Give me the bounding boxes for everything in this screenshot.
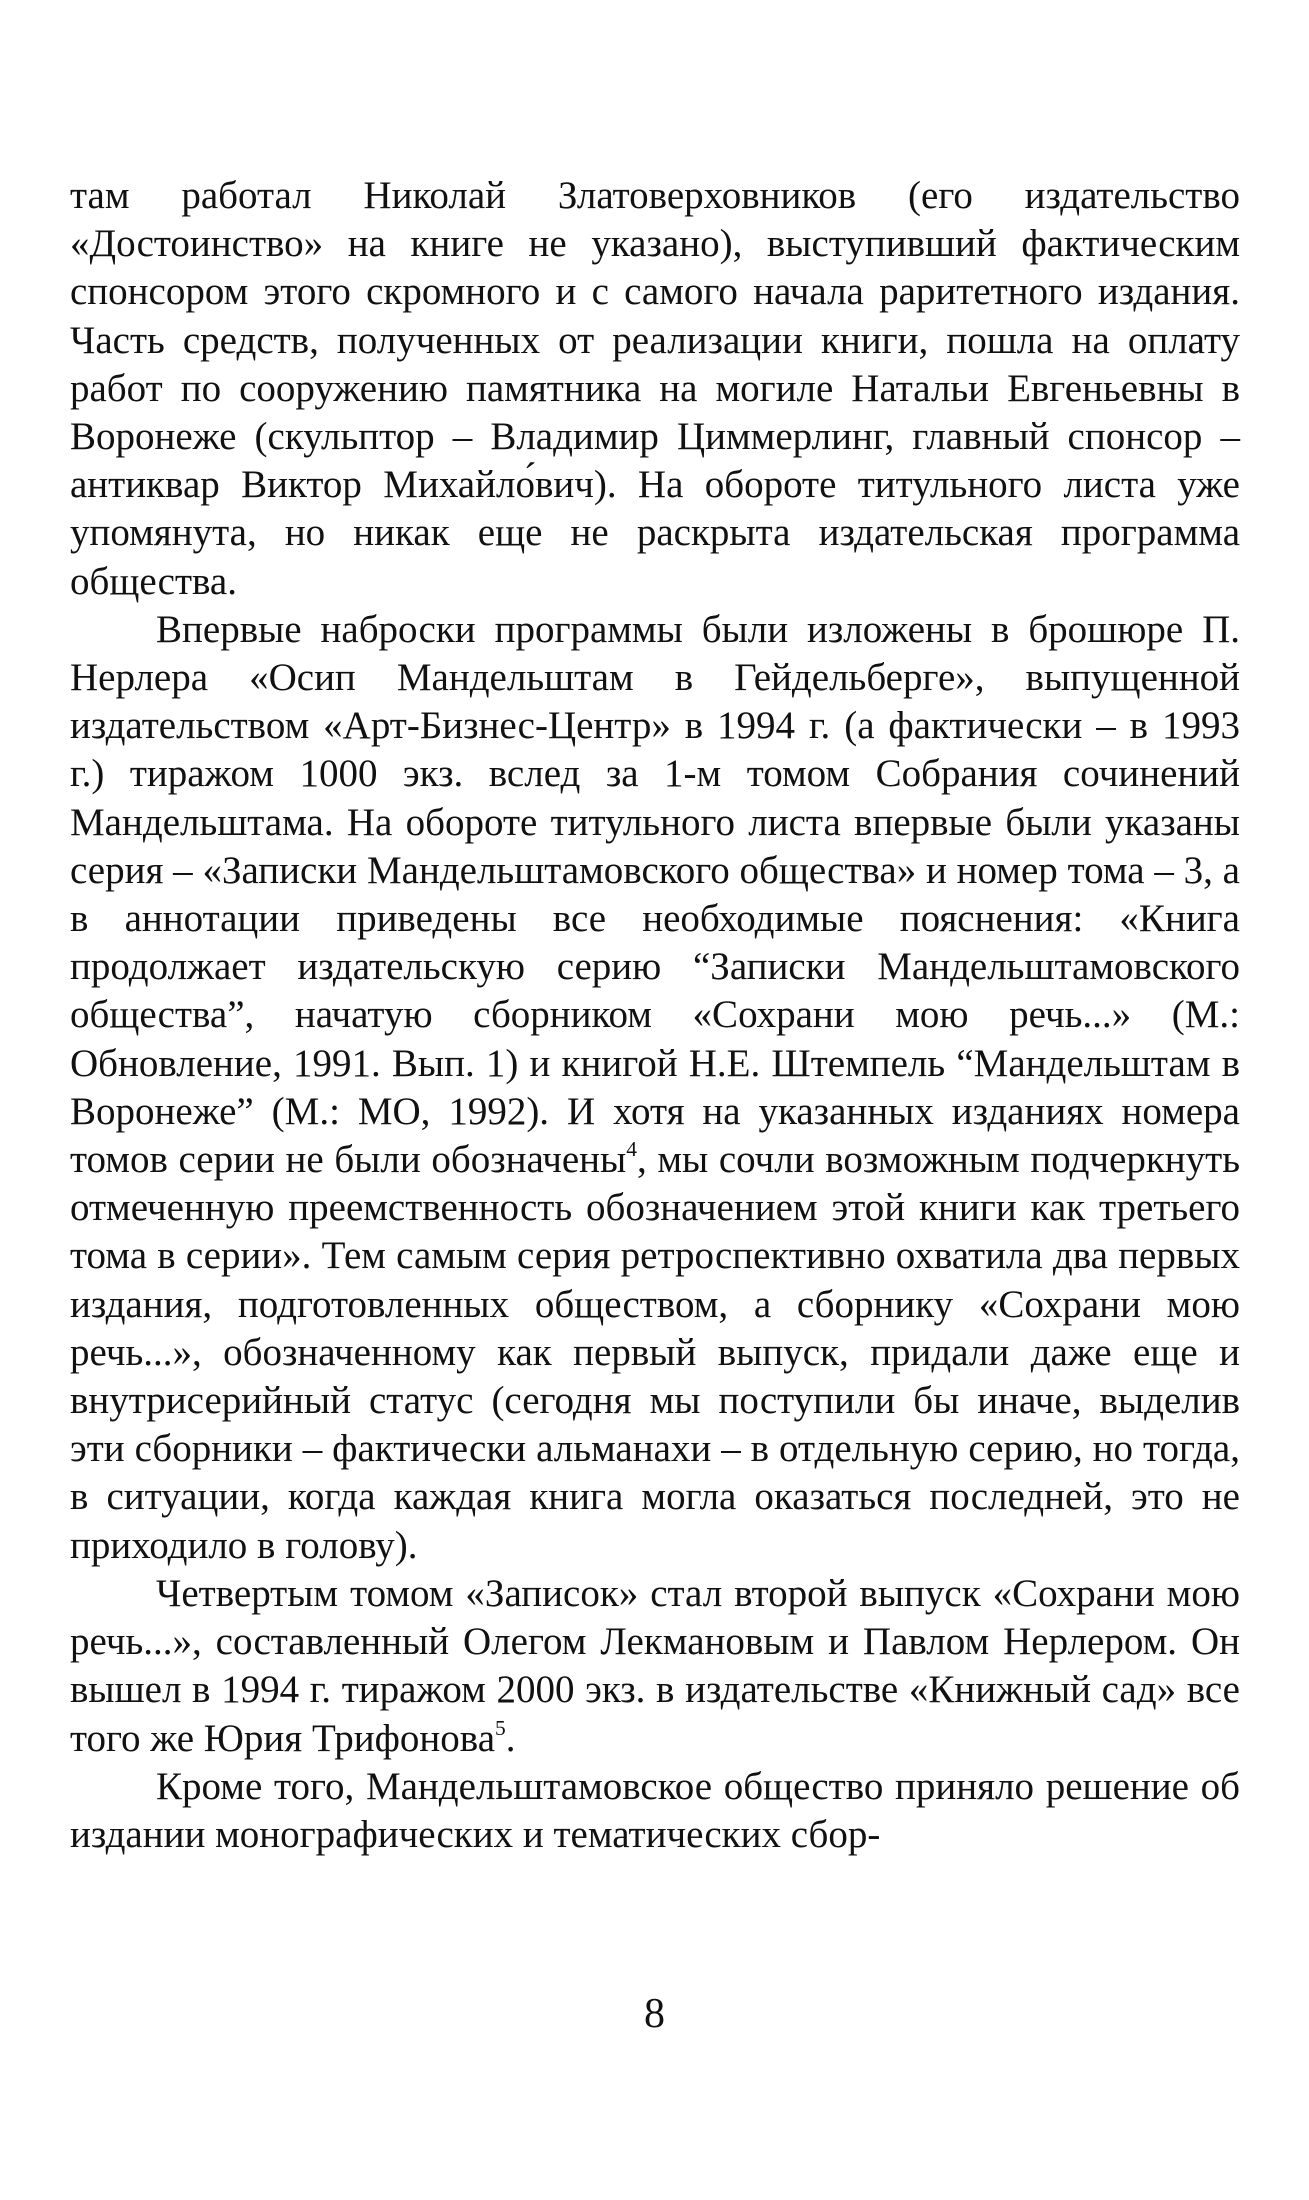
footnote-marker: 4 <box>626 1136 637 1161</box>
paragraph <box>70 606 1240 1570</box>
footnote-marker: 5 <box>495 1715 506 1740</box>
paragraph <box>70 1763 1240 1859</box>
paragraph-text: Впервые наброски программы были изложены в брошюре П. Нерлера «Осип Мандельштам в Гейдельберге», выпущенной издательством «Арт-Бизнес-Центр» в 1994 г. (а фактически – в 1993 г.) тиражом 1000 экз. вслед за 1-м томом Собрания сочинений Мандельштама. На обороте титульного листа впервые были указаны серия – «Записки Мандельштамовского общества» и номер тома – 3, а в аннотации приведены все необходимые пояснения: «Книга продолжает издательскую серию “Записки Мандельштамовского общества”, начатую сборником «Сохрани мою речь...» (М.: Обновление, 1991. Вып. 1) и книгой Н.Е. Штемпель “Мандельштам в Воронеже” (М.: МО, 1992). И хотя на указанных изданиях номера томов серии не были обозначены <box>70 607 1240 1182</box>
body-text <box>70 172 1240 1859</box>
paragraph-text: там работал Николай Златоверховников (его издательство «Достоинство» на книге не указано), выступивший фактическим спонсором этого скромного и с самого начала раритетного издания. Часть средств, полученных от реализации книги, пошла на оплату работ по сооружению памятника на могиле Натальи Евгеньевны в Воронеже (скульптор – Владимир Циммерлинг, главный спонсор – антиквар Виктор Михайло́вич). На обороте титульного листа уже упомянута, но никак еще не раскрыта издательская программа общества. <box>70 174 1240 603</box>
paragraph <box>70 1570 1240 1763</box>
paragraph <box>70 172 1240 606</box>
page-number: 8 <box>644 1991 665 2037</box>
paragraph-text: , мы сочли возможным подчеркнуть отмеченную преемственность обозначением этой книги как третьего тома в серии». Тем самым серия ретроспективно охватила два первых издания, подготовленных обществом, а сборнику «Сохрани мою речь...», обозначенному как первый выпуск, придали даже еще и внутрисерийный статус (сегодня мы поступили бы иначе, выделив эти сборники – фактически альманахи – в отдельную серию, но тогда, в ситуации, когда каждая книга могла оказаться последней, это не приходило в голову). <box>70 1138 1240 1567</box>
paragraph-text: Кроме того, Мандельштамовское общество приняло решение об издании монографических и тематических сбор- <box>70 1764 1240 1856</box>
paragraph-text: Четвертым томом «Записок» стал второй выпуск «Сохрани мою речь...», составленный Олегом Лекмановым и Павлом Нерлером. Он вышел в 1994 г. тиражом 2000 экз. в издательстве «Книжный сад» все того же Юрия Трифонова <box>70 1571 1240 1760</box>
paragraph-text: . <box>505 1716 516 1760</box>
